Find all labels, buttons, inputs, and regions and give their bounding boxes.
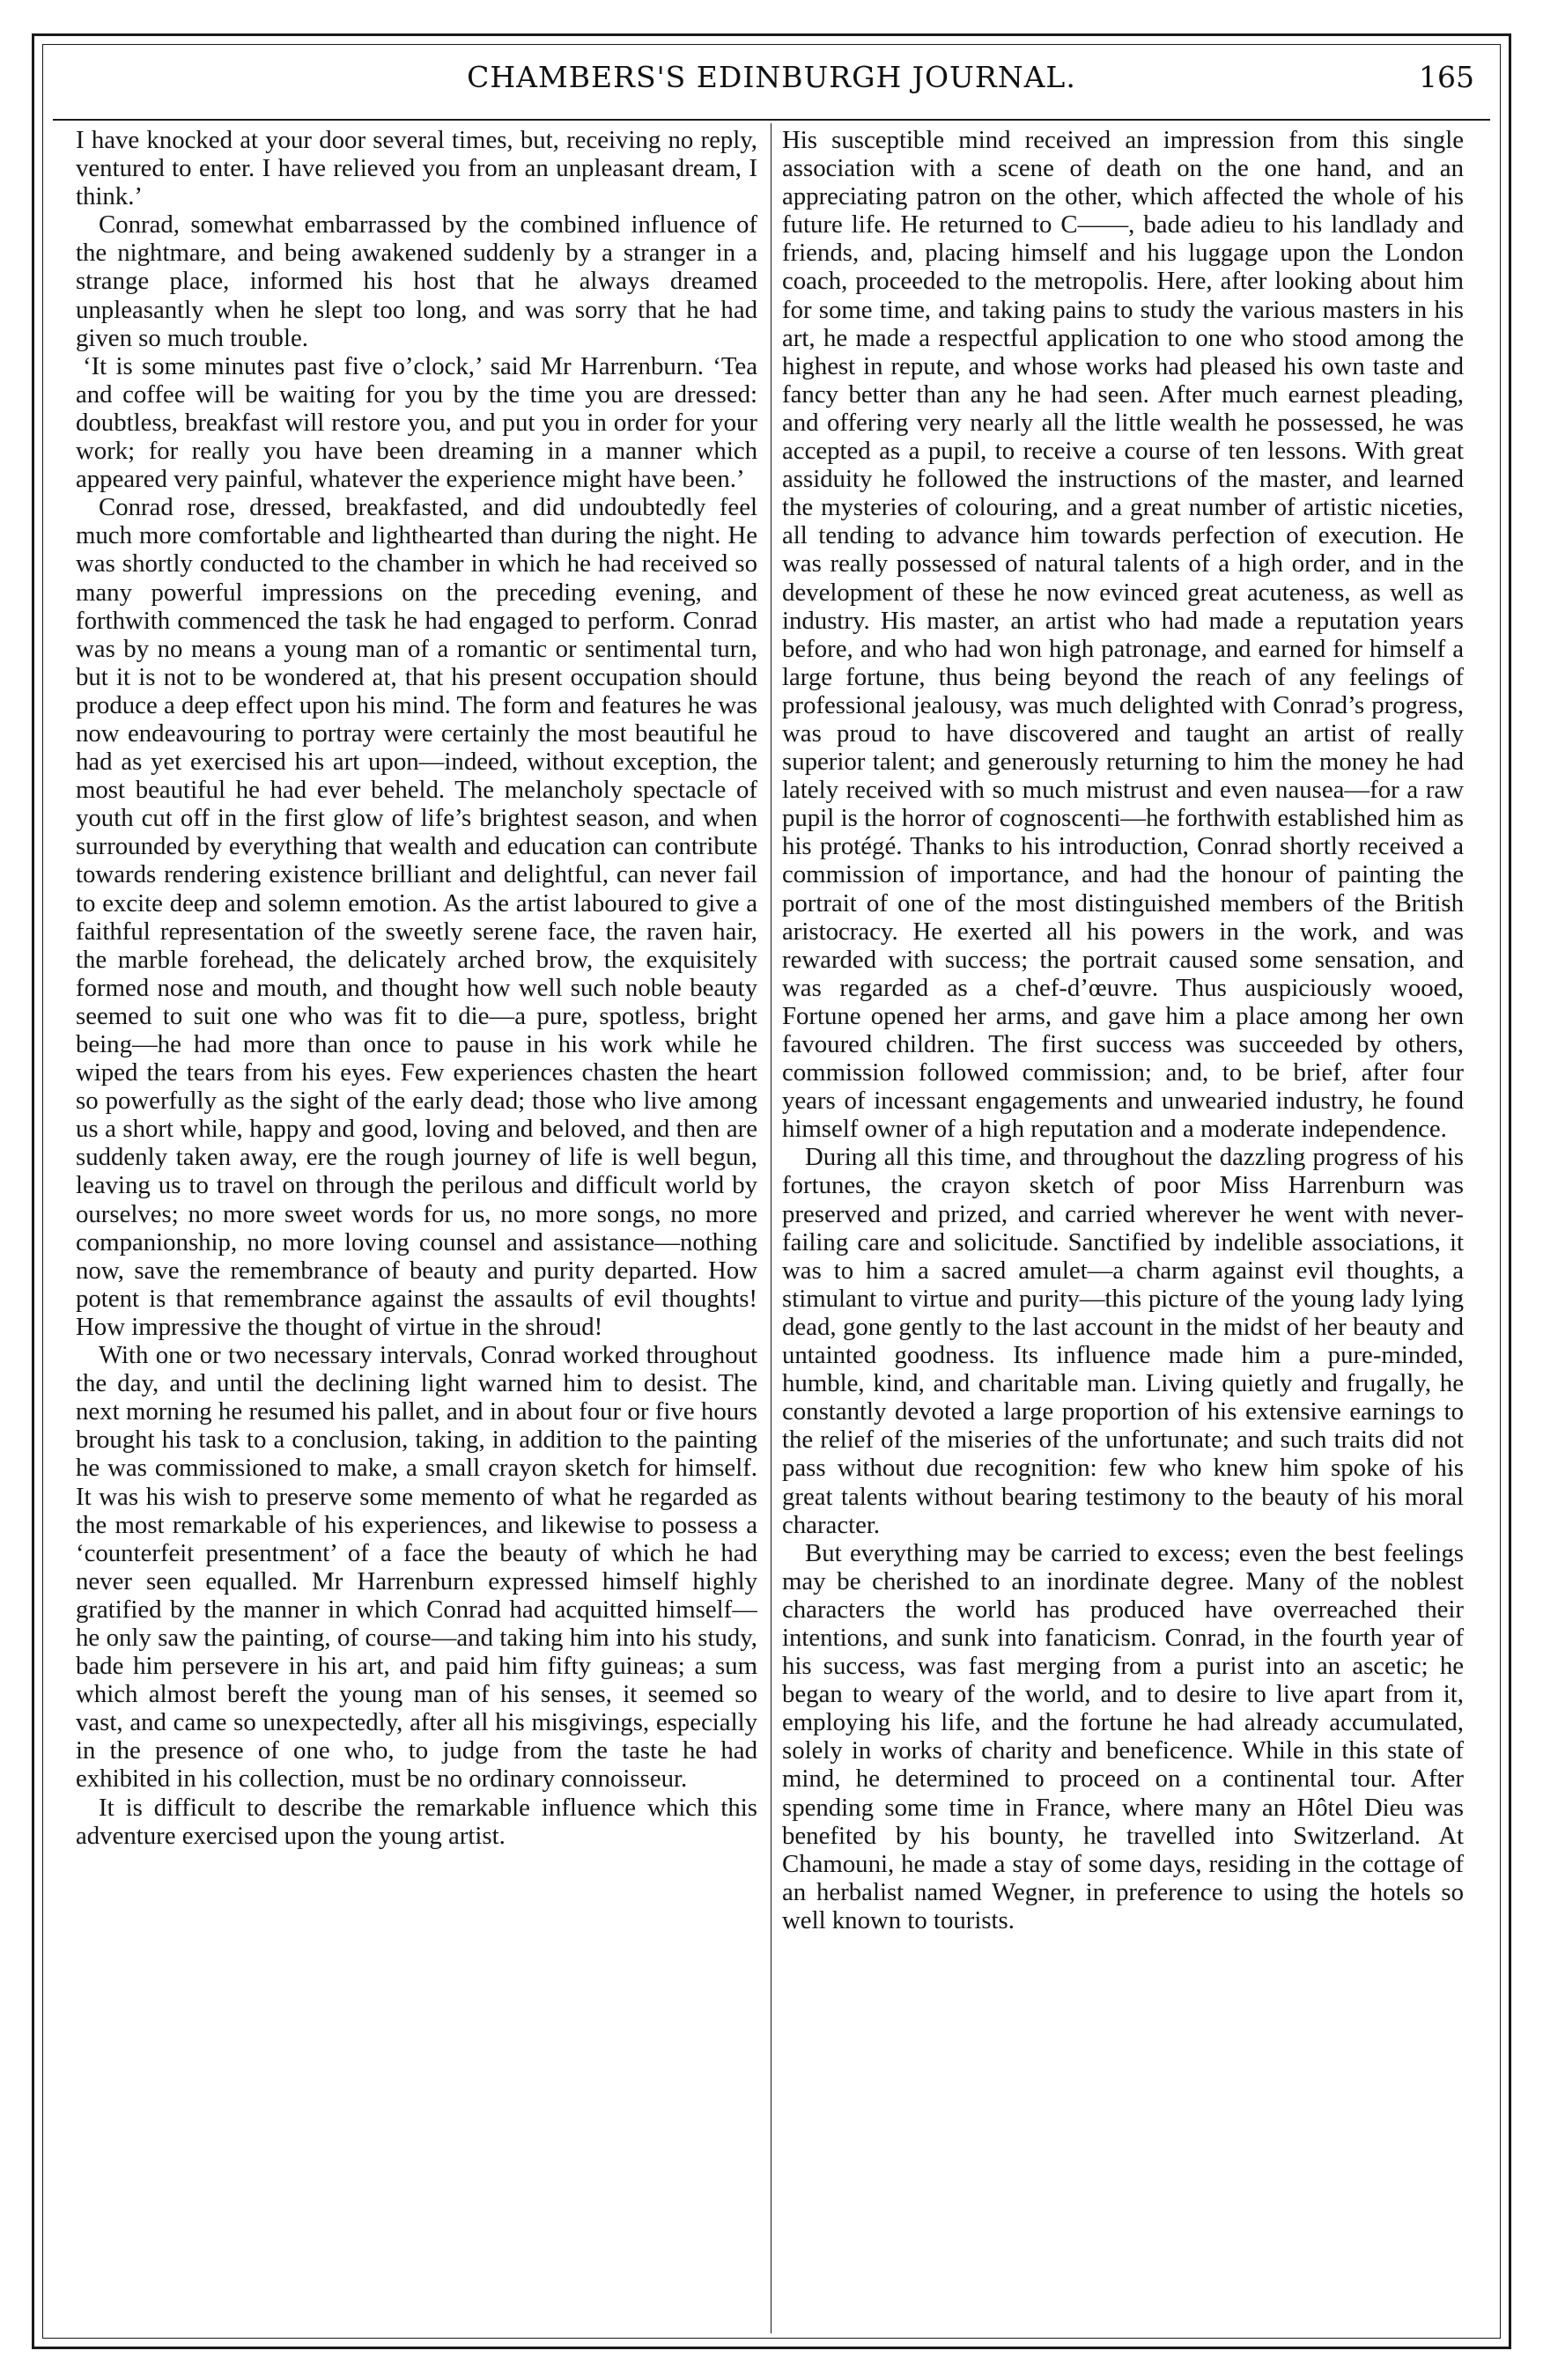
running-header: [53, 55, 1490, 113]
paragraph: But everything may be carried to excess; even the best feelings may be cherished to an inordinate degree. Many of the noblest characters the world has produced have overreached their intentions, and sunk into fanaticism. Conrad, in the fourth year of his success, was fast merging from a purist into an ascetic; he began to weary of the world, and to desire to live apart from it, employing his life, and the fortune he had already accumulated, solely in works of charity and beneficence. While in this state of mind, he determined to proceed on a continental tour. After spending some time in France, where many an Hôtel Dieu was benefited by his bounty, he travelled into Switzerland. At Chamouni, he made a stay of some days, residing in the cottage of an herbalist named Wegner, in preference to using the hotels so well known to tourists.: [782, 1538, 1464, 1934]
paragraph: With one or two necessary intervals, Conrad worked throughout the day, and until the declining light warned him to desist. The next morning he resumed his pallet, and in about four or five hours brought his task to a conclusion, taking, in addition to the painting he was commissioned to make, a small crayon sketch for himself. It was his wish to preserve some memento of what he regarded as the most remarkable of his experiences, and likewise to possess a ‘counterfeit presentment’ of a face the beauty of which he had never seen equalled. Mr Harrenburn expressed himself highly gratified by the manner in which Conrad had acquitted himself—he only saw the painting, of course—and taking him into his study, bade him persevere in his art, and paid him fifty guineas; a sum which almost bereft the young man of his senses, it seemed so vast, and came so unexpectedly, after all his misgivings, especially in the presence of one who, to judge from the taste he had exhibited in his collection, must be no ordinary connoisseur.: [76, 1341, 757, 1794]
left-column: [76, 126, 757, 2332]
paragraph: It is difficult to describe the remarkable influence which this adventure exercised upon the young artist.: [76, 1793, 757, 1850]
paragraph: I have knocked at your door several times, but, receiving no reply, ventured to enter. I have relieved you from an unpleasant dream, I think.’: [76, 126, 757, 211]
journal-title: CHAMBERS'S EDINBURGH JOURNAL.: [467, 60, 1076, 94]
paragraph: His susceptible mind received an impression from this single association with a scene of death on the one hand, and an appreciating patron on the other, which affected the whole of his future life. He returned to C——, bade adieu to his landlady and friends, and, placing himself and his luggage upon the London coach, proceeded to the metropolis. Here, after looking about him for some time, and taking pains to study the various masters in his art, he made a respectful application to one who stood among the highest in repute, and whose works had pleased his own taste and fancy better than any he had seen. After much earnest pleading, and offering very nearly all the little wealth he possessed, he was accepted as a pupil, to receive a course of ten lessons. With great assiduity he followed the instructions of the master, and learned the mysteries of colouring, and a great number of artistic niceties, all tending to advance him towards perfection of execution. He was really possessed of natural talents of a high order, and in the development of these he now evinced great acuteness, as well as industry. His master, an artist who had made a reputation years before, and who had won high patronage, and earned for himself a large fortune, thus being beyond the reach of any feelings of professional jealousy, was much delighted with Conrad’s progress, was proud to have discovered and taught an artist of really superior talent; and generously returning to him the money he had lately received with so much mistrust and even nausea—for a raw pupil is the horror of cognoscenti—he forthwith established him as his protégé. Thanks to his introduction, Conrad shortly received a commission of importance, and had the honour of painting the portrait of one of the most distinguished members of the British aristocracy. He exerted all his powers in the work, and was rewarded with success; the portrait caused some sensation, and was regarded as a chef-d’œuvre. Thus auspiciously wooed, Fortune opened her arms, and gave him a place among her own favoured children. The first success was succeeded by others, commission followed commission; and, to be brief, after four years of incessant engagements and unwearied industry, he found himself owner of a high reputation and a moderate independence.: [782, 126, 1464, 1144]
paragraph: During all this time, and throughout the dazzling progress of his fortunes, the crayon sketch of poor Miss Harrenburn was preserved and prized, and carried wherever he went with never-failing care and solicitude. Sanctified by indelible associations, it was to him a sacred amulet—a charm against evil thoughts, a stimulant to virtue and purity—this picture of the young lady lying dead, gone gently to the last account in the midst of her beauty and untainted goodness. Its influence made him a pure-minded, humble, kind, and charitable man. Living quietly and frugally, he constantly devoted a large proportion of his extensive earnings to the relief of the miseries of the unfortunate; and such traits did not pass without due recognition: few who knew him spoke of his great talents without bearing testimony to the beauty of his moral character.: [782, 1143, 1464, 1539]
paragraph: Conrad rose, dressed, breakfasted, and did undoubtedly feel much more comfortable and lighthearted than during the night. He was shortly conducted to the chamber in which he had received so many powerful impressions on the preceding evening, and forthwith commenced the task he had engaged to perform. Conrad was by no means a young man of a romantic or sentimental turn, but it is not to be wondered at, that his present occupation should produce a deep effect upon his mind. The form and features he was now endeavouring to portray were certainly the most beautiful he had as yet exercised his art upon—indeed, without exception, the most beautiful he had ever beheld. The melancholy spectacle of youth cut off in the first glow of life’s brightest season, and when surrounded by everything that wealth and education can contribute towards rendering existence brilliant and delightful, can never fail to excite deep and solemn emotion. As the artist laboured to give a faithful representation of the sweetly serene face, the raven hair, the marble forehead, the delicately arched brow, the exquisitely formed nose and mouth, and thought how well such noble beauty seemed to suit one who was fit to die—a pure, spotless, bright being—he had more than once to pause in his work while he wiped the tears from his eyes. Few experiences chasten the heart so powerfully as the sight of the early dead; those who live among us a short while, happy and good, loving and beloved, and then are suddenly taken away, ere the rough journey of life is well begun, leaving us to travel on through the perilous and difficult world by ourselves; no more sweet words for us, no more songs, no more companionship, no more loving counsel and assistance—nothing now, save the remembrance of beauty and purity departed. How potent is that remembrance against the assaults of evil thoughts! How impressive the thought of virtue in the shroud!: [76, 493, 757, 1341]
header-rule: [53, 119, 1490, 121]
paragraph: Conrad, somewhat embarrassed by the combined influence of the nightmare, and being awakened suddenly by a stranger in a strange place, informed his host that he always dreamed unpleasantly when he slept too long, and was sorry that he had given so much trouble.: [76, 210, 757, 352]
right-column: [782, 126, 1464, 2332]
column-divider: [771, 123, 772, 2333]
paragraph: ‘It is some minutes past five o’clock,’ said Mr Harrenburn. ‘Tea and coffee will be waiting for you by the time you are dressed: doubtless, breakfast will restore you, and put you in order for your work; for really you have been dreaming in a manner which appeared very painful, whatever the experience might have been.’: [76, 351, 757, 494]
page-number: 165: [1419, 60, 1474, 94]
